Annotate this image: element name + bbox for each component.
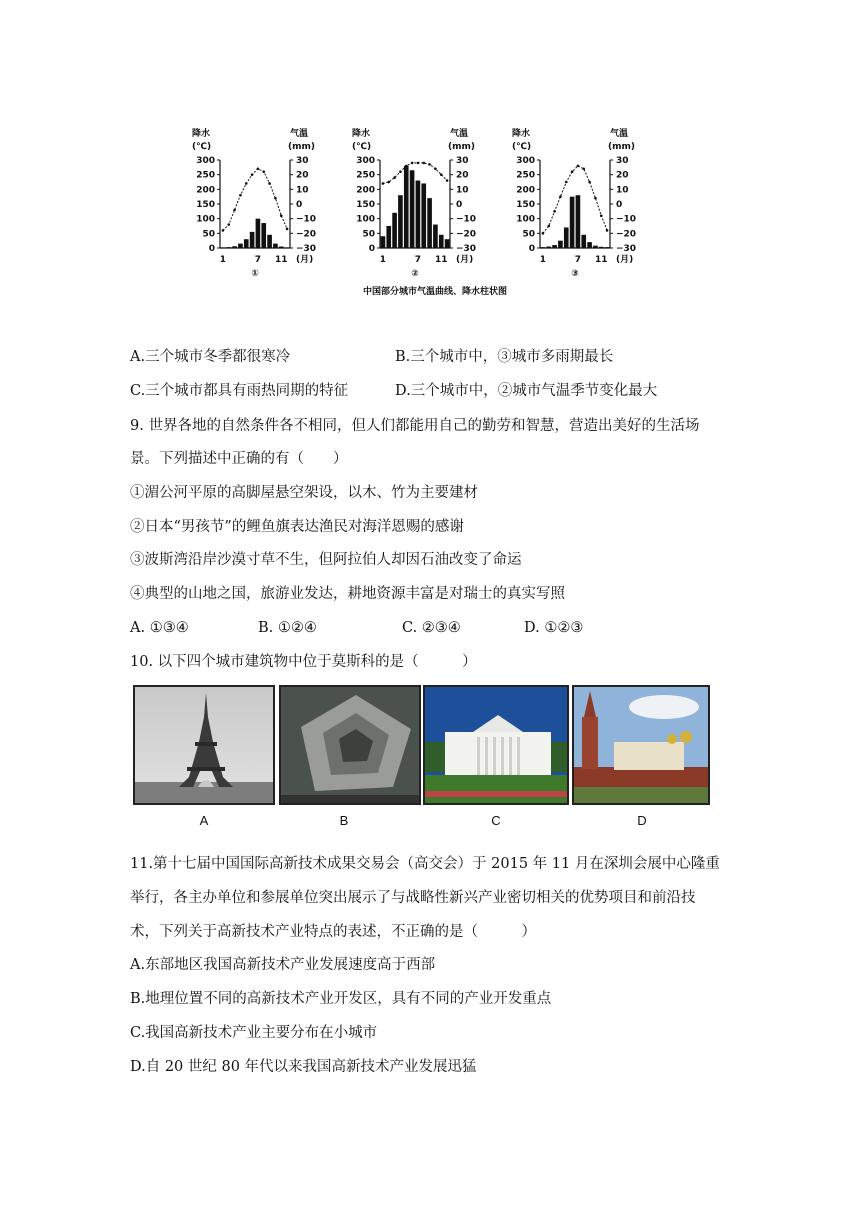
right-tick-label: −10 — [456, 214, 477, 225]
temperature-point — [393, 176, 396, 179]
temperature-point — [428, 163, 431, 166]
right-tick-label: 30 — [296, 156, 309, 166]
precip-bar — [541, 247, 546, 248]
left-tick-label: 250 — [516, 170, 535, 181]
precip-bar — [581, 235, 586, 248]
left-tick-label: 300 — [356, 156, 375, 166]
precip-bar — [273, 244, 278, 248]
precip-bar — [416, 181, 421, 248]
right-tick-label: −20 — [616, 229, 637, 240]
temperature-point — [606, 229, 609, 232]
q8-option-d: D.三个城市中，②城市气温季节变化最大 — [395, 383, 658, 399]
right-axis-unit: (mm) — [448, 142, 475, 152]
precip-bar — [410, 170, 415, 248]
q11-option-c: C.我国高新技术产业主要分布在小城市 — [130, 1025, 378, 1041]
left-axis-title: 降水 — [352, 129, 371, 139]
temperature-point — [245, 182, 248, 185]
precip-bar — [261, 223, 266, 248]
temperature-point — [588, 181, 591, 184]
precip-bar — [433, 225, 438, 248]
left-tick-label: 250 — [356, 170, 375, 181]
right-tick-label: 10 — [456, 185, 469, 196]
x-axis-unit: (月) — [616, 255, 634, 265]
q11-option-b: B.地理位置不同的高新技术产业开发区，具有不同的产业开发重点 — [130, 991, 552, 1007]
temperature-point — [571, 170, 574, 173]
q8-option-c: C.三个城市都具有雨热同期的特征 — [130, 383, 349, 399]
precip-bar — [238, 244, 243, 248]
climate-chart-figure — [190, 120, 680, 300]
precip-bar — [221, 247, 226, 248]
right-tick-label: −10 — [616, 214, 637, 225]
temperature-point — [411, 162, 414, 165]
left-tick-label: 0 — [208, 244, 215, 254]
left-axis-unit: (℃) — [352, 142, 372, 152]
precip-bar — [421, 183, 426, 248]
photo-label-c: C — [491, 813, 501, 828]
left-tick-label: 200 — [356, 185, 375, 196]
left-tick-label: 50 — [362, 229, 375, 240]
q9-stem-line2: 景。下列描述中正确的有（ ） — [130, 451, 348, 467]
right-axis-title: 气温 — [450, 129, 469, 139]
photo-b-pentagon — [279, 685, 421, 805]
q11-option-a: A.东部地区我国高新技术产业发展速度高于西部 — [130, 957, 436, 973]
precip-bar — [546, 247, 551, 248]
q9-stem-line1: 9. 世界各地的自然条件各不相同，但人们都能用自己的勤劳和智慧，营造出美好的生活场 — [130, 418, 700, 434]
right-tick-label: 10 — [616, 185, 629, 196]
q10-photo-row — [133, 685, 713, 835]
photo-label-d: D — [637, 813, 647, 828]
precip-bar — [381, 236, 386, 248]
precip-bar — [244, 239, 249, 248]
q9-item-2: ②日本“男孩节”的鲤鱼旗表达渔民对海洋恩赐的感谢 — [130, 519, 464, 535]
q8-option-a: A.三个城市冬季都很寒冷 — [130, 349, 291, 365]
x-tick-label: 11 — [274, 255, 288, 265]
right-tick-label: 0 — [616, 200, 623, 210]
left-tick-label: 100 — [356, 214, 375, 225]
photo-label-a: A — [199, 813, 209, 828]
left-tick-label: 200 — [516, 185, 535, 196]
temperature-curve — [543, 166, 607, 233]
temperature-curve — [383, 163, 447, 184]
precip-bar — [558, 241, 563, 248]
left-tick-label: 300 — [196, 156, 215, 166]
left-axis-title: 降水 — [512, 129, 531, 139]
left-tick-label: 0 — [368, 244, 375, 254]
climate-chart-svg — [190, 120, 680, 300]
left-axis-unit: (℃) — [192, 142, 212, 152]
q11-stem-line2: 举行，各主办单位和参展单位突出展示了与战略性新兴产业密切相关的优势项目和前沿技 — [130, 890, 696, 906]
q9-item-3: ③波斯湾沿岸沙漠寸草不生，但阿拉伯人却因石油改变了命运 — [130, 552, 522, 568]
right-tick-label: 0 — [296, 200, 303, 210]
precip-bar — [226, 247, 231, 248]
precip-bar — [439, 235, 444, 248]
temperature-point — [553, 210, 556, 213]
temperature-point — [417, 162, 420, 165]
right-tick-label: −10 — [296, 214, 317, 225]
right-axis-unit: (mm) — [608, 142, 635, 152]
precip-bar — [576, 195, 581, 248]
temperature-point — [434, 168, 437, 171]
right-tick-label: 20 — [616, 170, 629, 181]
temperature-point — [594, 197, 597, 200]
temperature-point — [268, 182, 271, 185]
precip-bar — [386, 226, 391, 248]
temperature-point — [251, 173, 254, 176]
temperature-point — [274, 197, 277, 200]
right-axis-title: 气温 — [610, 129, 629, 139]
x-axis-unit: (月) — [296, 255, 314, 265]
temperature-point — [233, 209, 236, 212]
right-tick-label: 20 — [456, 170, 469, 181]
precip-bar — [250, 232, 255, 248]
q9-option-b: B. ①②④ — [258, 620, 317, 636]
right-axis-unit: (mm) — [288, 142, 315, 152]
precip-bar — [552, 245, 557, 248]
temperature-point — [559, 195, 562, 198]
left-tick-label: 0 — [528, 244, 535, 254]
temperature-point — [227, 223, 230, 226]
left-tick-label: 150 — [356, 200, 375, 210]
temperature-point — [440, 173, 443, 176]
right-axis-title: 气温 — [290, 129, 309, 139]
precip-bar — [427, 198, 432, 248]
left-tick-label: 100 — [516, 214, 535, 225]
temperature-point — [577, 165, 580, 168]
q11-stem-line1: 11.第十七届中国国际高新技术成果交易会（高交会）于 2015 年 11 月在深圳会展中心隆重 — [130, 856, 720, 872]
left-tick-label: 100 — [196, 214, 215, 225]
left-tick-label: 150 — [196, 200, 215, 210]
photo-label-b: B — [339, 813, 349, 828]
right-tick-label: −30 — [616, 244, 637, 254]
precip-bar — [599, 247, 604, 248]
photo-d-kremlin — [572, 685, 710, 805]
left-axis-unit: (℃) — [512, 142, 532, 152]
left-tick-label: 50 — [202, 229, 215, 240]
q10-stem: 10. 以下四个城市建筑物中位于莫斯科的是（ ） — [130, 654, 477, 670]
precip-bar — [564, 227, 569, 248]
q11-stem-line3: 术，下列关于高新技术产业特点的表述，不正确的是（ ） — [130, 924, 536, 940]
precip-bar — [605, 247, 610, 248]
precip-bar — [404, 166, 409, 248]
right-tick-label: −30 — [296, 244, 317, 254]
left-tick-label: 150 — [516, 200, 535, 210]
right-tick-label: 0 — [456, 200, 463, 210]
q9-option-d: D. ①②③ — [524, 620, 584, 636]
x-tick-label: 1 — [539, 255, 547, 265]
panel-label: ① — [251, 269, 259, 279]
temperature-point — [399, 170, 402, 173]
temperature-point — [547, 225, 550, 228]
temperature-point — [382, 182, 385, 185]
temperature-point — [542, 232, 545, 235]
precip-bar — [593, 246, 598, 248]
precip-bar — [285, 247, 290, 248]
left-tick-label: 250 — [196, 170, 215, 181]
x-tick-label: 7 — [254, 255, 262, 265]
temperature-point — [387, 181, 390, 184]
precip-bar — [267, 235, 272, 248]
right-tick-label: −20 — [296, 229, 317, 240]
right-tick-label: 20 — [296, 170, 309, 181]
temperature-curve — [223, 169, 287, 231]
q9-option-c: C. ②③④ — [402, 620, 461, 636]
left-tick-label: 200 — [196, 185, 215, 196]
right-tick-label: 30 — [616, 156, 629, 166]
temperature-point — [222, 229, 225, 232]
q9-option-a: A. ①③④ — [130, 620, 189, 636]
temperature-point — [405, 165, 408, 168]
x-tick-label: 7 — [414, 255, 422, 265]
temperature-point — [582, 168, 585, 171]
x-tick-label: 1 — [219, 255, 227, 265]
precip-bar — [445, 239, 450, 248]
left-tick-label: 50 — [522, 229, 535, 240]
left-tick-label: 300 — [516, 156, 535, 166]
x-axis-unit: (月) — [456, 255, 474, 265]
q8-option-b: B.三个城市中，③城市多雨期最长 — [395, 349, 614, 365]
left-axis-title: 降水 — [192, 129, 211, 139]
x-tick-label: 1 — [379, 255, 387, 265]
temperature-point — [262, 170, 265, 173]
q9-item-1: ①湄公河平原的高脚屋悬空架设，以木、竹为主要建材 — [130, 485, 478, 501]
photo-c-white-house — [423, 685, 569, 805]
right-tick-label: 10 — [296, 185, 309, 196]
temperature-point — [600, 214, 603, 217]
q11-option-d: D.自 20 世纪 80 年代以来我国高新技术产业发展迅猛 — [130, 1059, 477, 1075]
precip-bar — [256, 219, 261, 248]
precip-bar — [587, 242, 592, 248]
figure-caption: 中国部分城市气温曲线、降水柱状图 — [362, 287, 508, 297]
precip-bar — [392, 213, 397, 248]
temperature-point — [446, 179, 449, 182]
temperature-point — [565, 181, 568, 184]
temperature-point — [422, 162, 425, 165]
panel-label: ③ — [571, 269, 579, 279]
temperature-point — [239, 194, 242, 197]
right-tick-label: −30 — [456, 244, 477, 254]
q9-item-4: ④典型的山地之国，旅游业发达，耕地资源丰富是对瑞士的真实写照 — [130, 586, 565, 602]
temperature-point — [257, 168, 260, 171]
photo-a-eiffel-tower — [133, 685, 275, 805]
temperature-point — [280, 214, 283, 217]
right-tick-label: 30 — [456, 156, 469, 166]
precip-bar — [279, 247, 284, 248]
x-tick-label: 11 — [594, 255, 608, 265]
precip-bar — [570, 197, 575, 248]
temperature-point — [286, 228, 289, 231]
right-tick-label: −20 — [456, 229, 477, 240]
x-tick-label: 7 — [574, 255, 582, 265]
precip-bar — [398, 195, 403, 248]
x-tick-label: 11 — [434, 255, 448, 265]
panel-label: ② — [411, 269, 419, 279]
precip-bar — [232, 246, 237, 248]
